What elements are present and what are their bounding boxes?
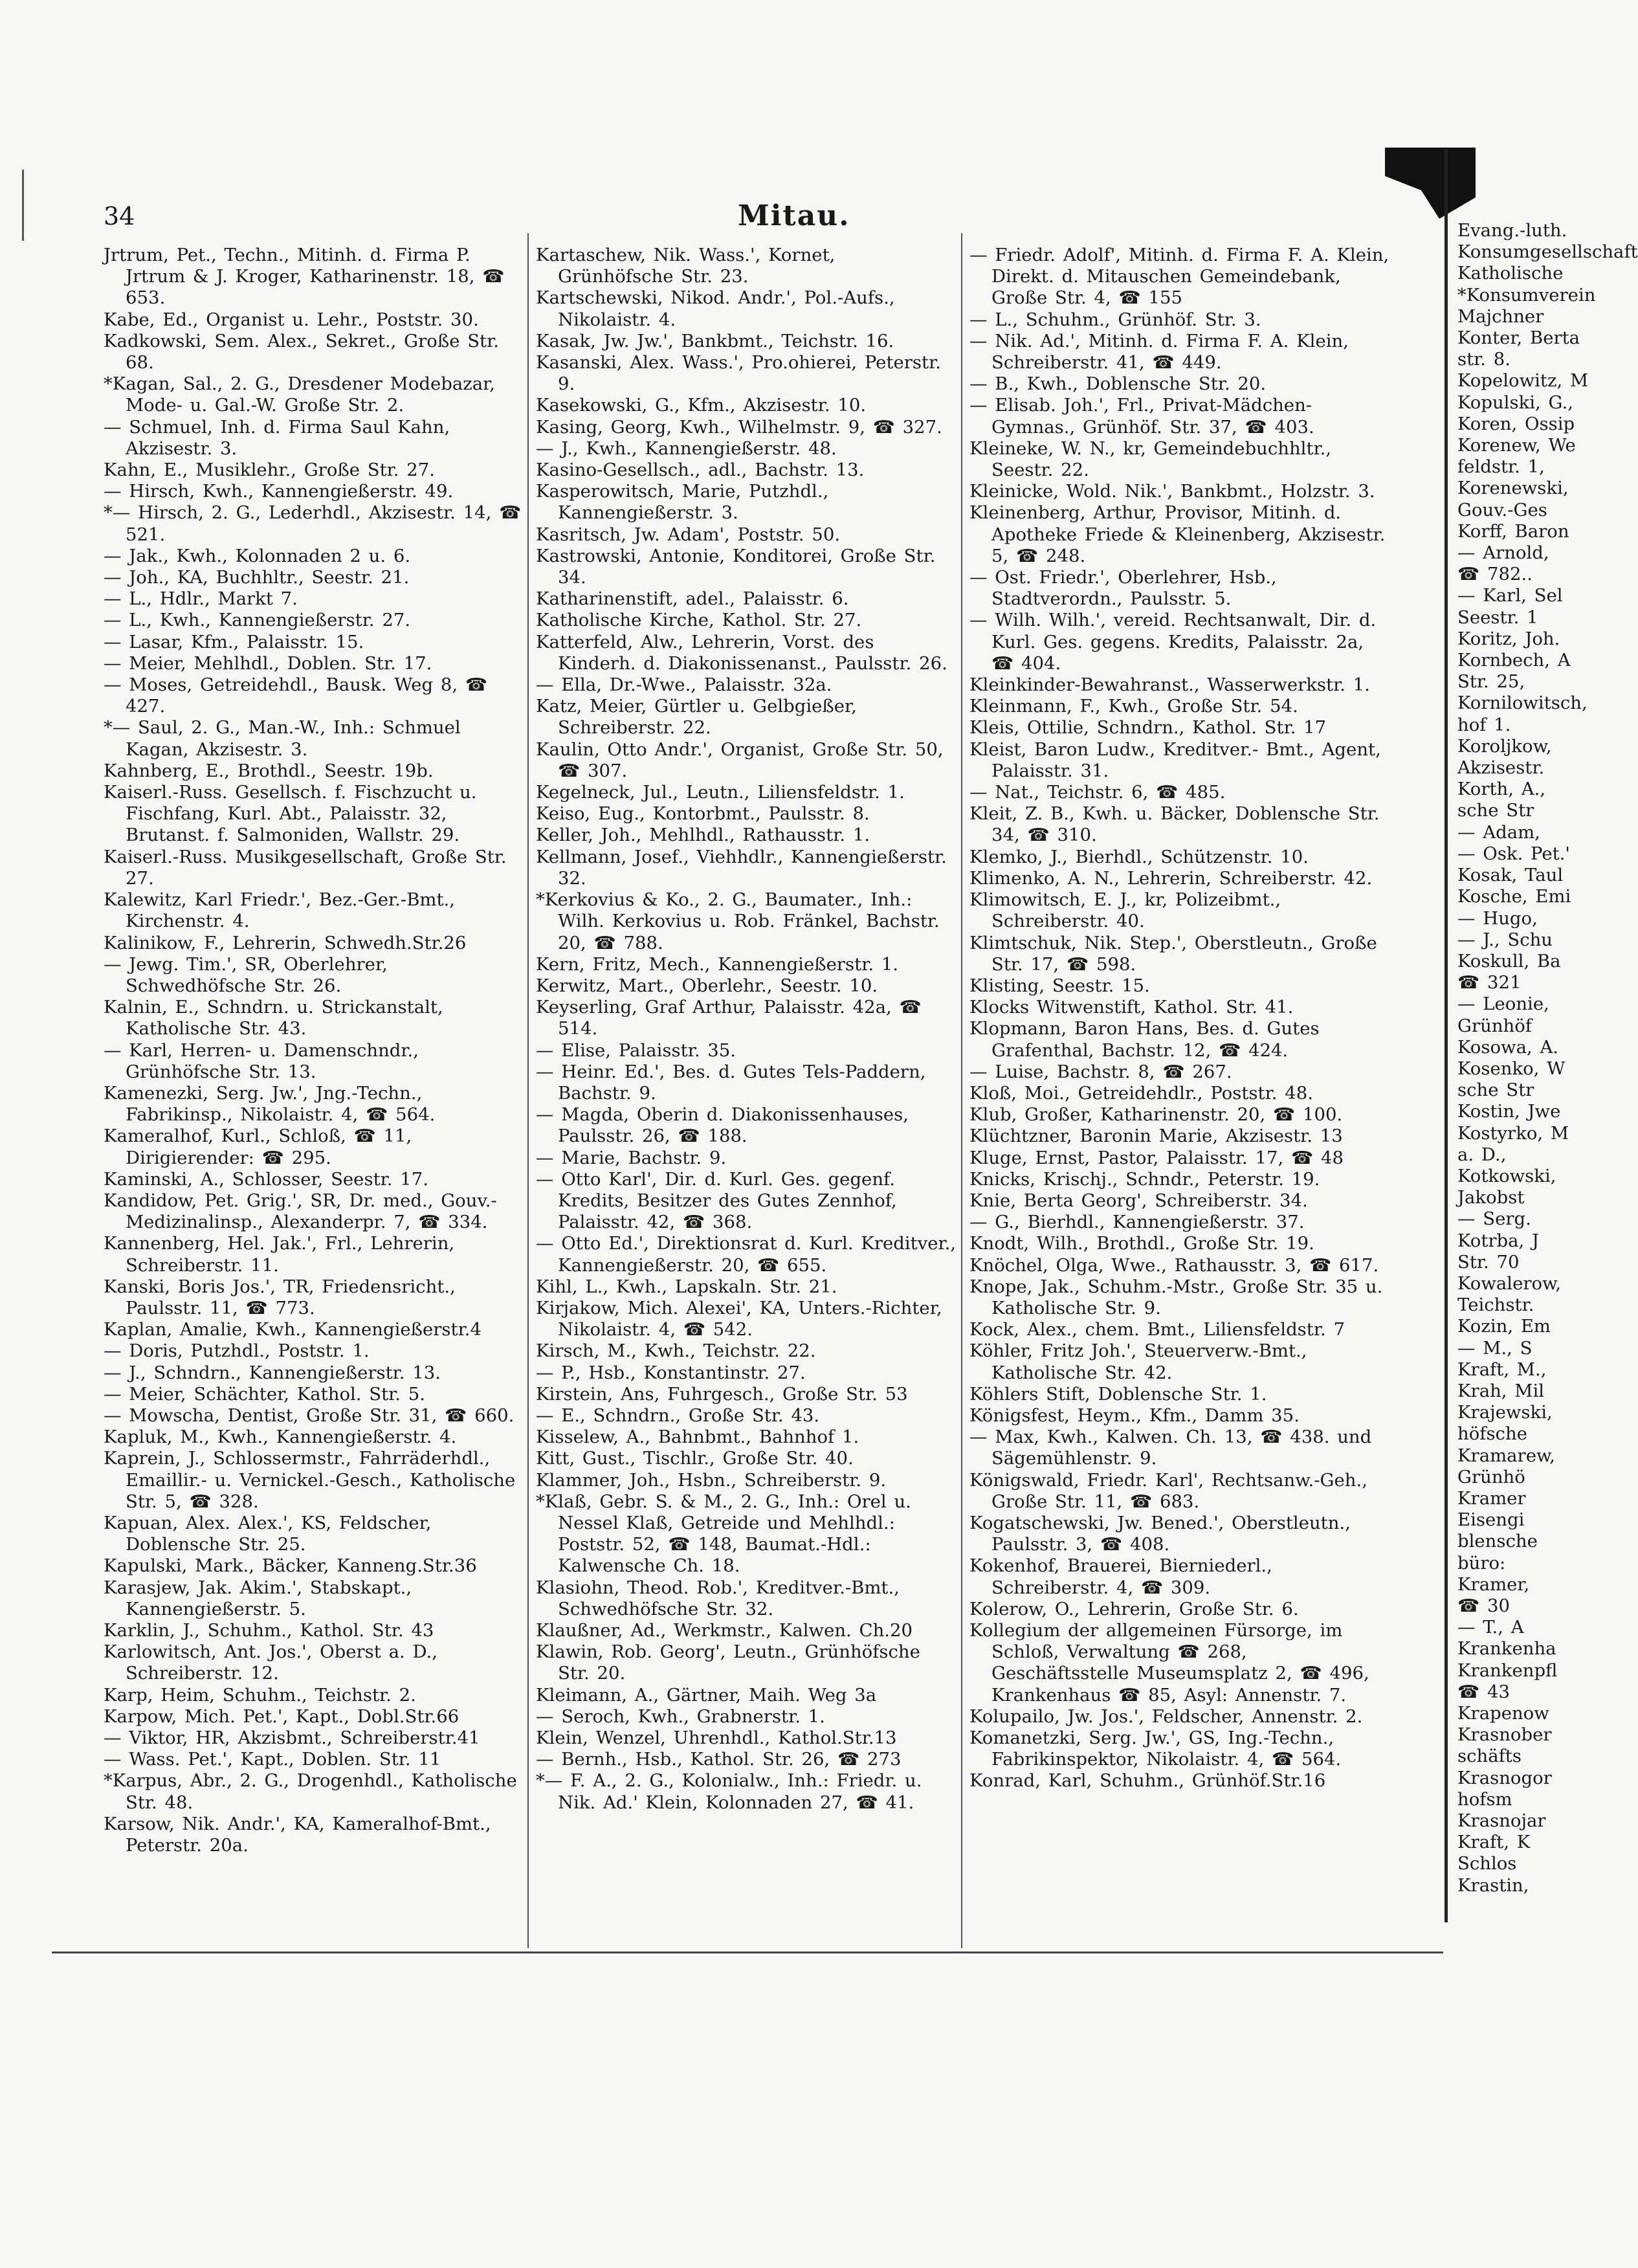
directory-entry: Kartschewski, Nikod. Andr.', Pol.-Aufs., Nikolaistr. 4.	[536, 287, 895, 330]
directory-entry: — Nat., Teichstr. 6, ☎ 485.	[969, 782, 1226, 803]
directory-entry: Kozin, Em	[1457, 1316, 1551, 1337]
directory-column-1	[104, 245, 524, 1856]
directory-entry: Kisselew, A., Bahnbmt., Bahnhof 1.	[536, 1427, 859, 1448]
directory-entry: — Doris, Putzhdl., Poststr. 1.	[104, 1340, 370, 1362]
directory-entry: Kramer	[1457, 1487, 1526, 1509]
directory-entry: Katterfeld, Alw., Lehrerin, Vorst. des Kinderh. d. Diakonissenanst., Paulsstr. 26.	[536, 631, 947, 674]
directory-entry: Krankenha	[1457, 1638, 1556, 1660]
directory-entry: Knodt, Wilh., Brothdl., Große Str. 19.	[969, 1233, 1314, 1254]
directory-entry: Karlowitsch, Ant. Jos.', Oberst a. D., Schreiberstr. 12.	[104, 1641, 438, 1684]
directory-entry: — Elisab. Joh.', Frl., Privat-Mädchen-Gymnas., Grünhöf. Str. 37, ☎ 403.	[969, 395, 1314, 438]
directory-entry: Kaminski, A., Schlosser, Seestr. 17.	[104, 1168, 428, 1190]
directory-entry: Krah, Mil	[1457, 1380, 1545, 1401]
directory-entry: Knie, Berta Georg', Schreiberstr. 34.	[969, 1190, 1308, 1211]
directory-entry: — Adam,	[1457, 821, 1540, 843]
directory-entry: Kraft, K	[1457, 1832, 1531, 1853]
directory-entry: — Karl, Sel	[1457, 585, 1563, 606]
directory-entry: — Wilh. Wilh.', vereid. Rechtsanwalt, Dir. d. Kurl. Ges. gegens. Kredits, Palaisstr. 2a, ☎ 404.	[969, 610, 1377, 674]
directory-entry: Kluge, Ernst, Pastor, Palaisstr. 17, ☎ 48	[969, 1147, 1344, 1168]
directory-entry: Klawin, Rob. Georg', Leutn., Grünhöfsche Str. 20.	[536, 1641, 920, 1684]
directory-entry: Königsfest, Heym., Kfm., Damm 35.	[969, 1405, 1300, 1426]
directory-entry: — L., Schuhm., Grünhöf. Str. 3.	[969, 309, 1261, 330]
directory-entry: Kasing, Georg, Kwh., Wilhelmstr. 9, ☎ 327.	[536, 416, 942, 438]
column-divider	[961, 233, 962, 1948]
directory-entry: — Elise, Palaisstr. 35.	[536, 1040, 736, 1061]
directory-entry: Kleineke, W. N., kr, Gemeindebuchhltr., Seestr. 22.	[969, 438, 1332, 481]
directory-entry: Kopelowitz, M	[1457, 370, 1589, 392]
ink-blot	[1385, 148, 1476, 219]
directory-entry: Katharinenstift, adel., Palaisstr. 6.	[536, 588, 849, 610]
directory-entry: Kramer,	[1457, 1573, 1530, 1595]
directory-entry: Kolupailo, Jw. Jos.', Feldscher, Annenstr. 2.	[969, 1706, 1363, 1727]
directory-entry: ☎ 30	[1457, 1595, 1510, 1616]
directory-column-2	[536, 245, 957, 1814]
directory-entry: — Lasar, Kfm., Palaisstr. 15.	[104, 631, 364, 652]
directory-entry: *Klaß, Gebr. S. & M., 2. G., Inh.: Orel u. Nessel Klaß, Getreide und Mehlhdl.: Poststr. 52, ☎ 148, Baumat.-Hdl.: Kalwensche Ch. 18.	[536, 1491, 911, 1577]
directory-entry: Konrad, Karl, Schuhm., Grünhöf.Str.16	[969, 1770, 1326, 1792]
directory-entry: Kramarew,	[1457, 1445, 1555, 1466]
directory-entry: Kalewitz, Karl Friedr.', Bez.-Ger.-Bmt., Kirchenstr. 4.	[104, 889, 456, 932]
directory-entry: Evang.-luth.	[1457, 220, 1567, 241]
directory-entry: Klub, Großer, Katharinenstr. 20, ☎ 100.	[969, 1104, 1343, 1126]
directory-entry: — Karl, Herren- u. Damenschndr., Grünhöfsche Str. 13.	[104, 1040, 419, 1082]
directory-entry: *— F. A., 2. G., Kolonialw., Inh.: Friedr. u. Nik. Ad.' Klein, Kolonnaden 27, ☎ 41.	[536, 1770, 922, 1813]
directory-entry: Korff, Baron	[1457, 520, 1569, 542]
directory-entry: hofsm	[1457, 1788, 1512, 1810]
directory-entry: — Hirsch, Kwh., Kannengießerstr. 49.	[104, 481, 454, 502]
directory-entry: Klasiohn, Theod. Rob.', Kreditver.-Bmt., Schwedhöfsche Str. 32.	[536, 1577, 900, 1619]
directory-entry: Kaiserl.-Russ. Musikgesellschaft, Große Str. 27.	[104, 846, 507, 889]
directory-entry: Kalinikow, F., Lehrerin, Schwedh.Str.26	[104, 932, 467, 953]
directory-entry: Kolerow, O., Lehrerin, Große Str. 6.	[969, 1598, 1299, 1619]
directory-entry: Kock, Alex., chem. Bmt., Liliensfeldstr. 7	[969, 1319, 1345, 1340]
directory-entry: *— Hirsch, 2. G., Lederhdl., Akzisestr. 14, ☎ 521.	[104, 502, 522, 545]
directory-entry: *Kerkovius & Ko., 2. G., Baumater., Inh.: Wilh. Kerkovius u. Rob. Fränkel, Bachstr. 20, ☎ 788.	[536, 889, 940, 953]
directory-entry: Kostyrko, M	[1457, 1122, 1569, 1144]
page-number: 34	[104, 202, 135, 230]
directory-entry: Kannenberg, Hel. Jak.', Frl., Lehrerin, Schreiberstr. 11.	[104, 1233, 455, 1276]
directory-entry: — M., S	[1457, 1337, 1533, 1359]
directory-entry: — Viktor, HR, Akzisbmt., Schreiberstr.41	[104, 1728, 480, 1749]
directory-entry: — Ella, Dr.-Wwe., Palaisstr. 32a.	[536, 674, 832, 696]
directory-entry: Seestr. 1	[1457, 606, 1538, 628]
directory-entry: Kosak, Taul	[1457, 865, 1564, 886]
directory-entry: — Hugo,	[1457, 907, 1538, 929]
directory-entry: — Marie, Bachstr. 9.	[536, 1147, 727, 1168]
directory-entry: Korenew, We	[1457, 435, 1576, 456]
bottom-rule	[52, 1951, 1443, 1953]
directory-entry: Kasritsch, Jw. Adam', Poststr. 50.	[536, 524, 841, 545]
directory-entry: — Moses, Getreidehdl., Bausk. Weg 8, ☎ 427.	[104, 674, 488, 717]
directory-entry: — Joh., KA, Buchhltr., Seestr. 21.	[104, 567, 410, 588]
directory-column-3	[969, 245, 1390, 1792]
directory-entry: Kegelneck, Jul., Leutn., Liliensfeldstr. 1.	[536, 782, 905, 803]
directory-entry: Keller, Joh., Mehlhdl., Rathausstr. 1.	[536, 825, 870, 846]
directory-entry: Kogatschewski, Jw. Bened.', Oberstleutn., Paulsstr. 3, ☎ 408.	[969, 1512, 1351, 1555]
directory-entry: Korenewski,	[1457, 478, 1569, 499]
directory-entry: Klimenko, A. N., Lehrerin, Schreiberstr. 42.	[969, 867, 1373, 889]
directory-entry: Kleinenberg, Arthur, Provisor, Mitinh. d. Apotheke Friede & Kleinenberg, Akzisestr. 5, ☎ 248.	[969, 502, 1386, 566]
directory-entry: Klisting, Seestr. 15.	[969, 975, 1150, 996]
directory-entry: Grünhöf	[1457, 1015, 1532, 1036]
directory-entry: Konsumgesellschaft	[1457, 241, 1638, 263]
directory-entry: sche Str	[1457, 800, 1534, 821]
directory-entry: Karasjew, Jak. Akim.', Stabskapt., Kannengießerstr. 5.	[104, 1577, 412, 1619]
directory-entry: *Konsumverein	[1457, 284, 1596, 306]
directory-entry: Kirsch, M., Kwh., Teichstr. 22.	[536, 1340, 816, 1362]
directory-entry: Kotkowski,	[1457, 1165, 1556, 1186]
directory-entry: ☎ 43	[1457, 1681, 1510, 1702]
directory-entry: Kitt, Gust., Tischlr., Große Str. 40.	[536, 1448, 854, 1469]
directory-entry: — Luise, Bachstr. 8, ☎ 267.	[969, 1061, 1232, 1082]
page-gutter	[1444, 149, 1448, 1922]
directory-entry: Kopulski, G.,	[1457, 392, 1573, 413]
directory-entry: a. D.,	[1457, 1144, 1507, 1165]
directory-entry: Kaulin, Otto Andr.', Organist, Große Str. 50, ☎ 307.	[536, 739, 944, 781]
directory-entry: Kaprein, J., Schlossermstr., Fahrräderhdl., Emaillir.- u. Vernickel.-Gesch., Katholische Str. 5, ☎ 328.	[104, 1448, 516, 1512]
directory-entry: Teichstr.	[1457, 1295, 1534, 1316]
directory-entry: Kleinicke, Wold. Nik.', Bankbmt., Holzstr. 3.	[969, 481, 1375, 502]
directory-entry: Keiso, Eug., Kontorbmt., Paulsstr. 8.	[536, 803, 870, 825]
directory-entry: Kosenko, W	[1457, 1058, 1566, 1079]
directory-entry: Köhler, Fritz Joh.', Steuerverw.-Bmt., Katholische Str. 42.	[969, 1340, 1307, 1383]
directory-entry: Kleist, Baron Ludw., Kreditver.- Bmt., Agent, Palaisstr. 31.	[969, 739, 1381, 781]
directory-entry: Krajewski,	[1457, 1402, 1553, 1423]
directory-entry: Kandidow, Pet. Grig.', SR, Dr. med., Gouv.-Medizinalinsp., Alexanderpr. 7, ☎ 334.	[104, 1190, 497, 1233]
directory-entry: Jakobst	[1457, 1187, 1525, 1208]
directory-entry: Kosche, Emi	[1457, 886, 1571, 907]
directory-entry: Str. 25,	[1457, 671, 1525, 693]
directory-entry: *— Saul, 2. G., Man.-W., Inh.: Schmuel Kagan, Akzisestr. 3.	[104, 717, 461, 760]
directory-entry: — B., Kwh., Doblensche Str. 20.	[969, 373, 1267, 395]
directory-entry: — J., Schndrn., Kannengießerstr. 13.	[104, 1362, 441, 1383]
directory-entry: Kapuan, Alex. Alex.', KS, Feldscher, Doblensche Str. 25.	[104, 1512, 432, 1555]
directory-entry: Klammer, Joh., Hsbn., Schreiberstr. 9.	[536, 1469, 887, 1491]
directory-entry: Kerwitz, Mart., Oberlehr., Seestr. 10.	[536, 975, 878, 996]
directory-entry: — Ost. Friedr.', Oberlehrer, Hsb., Stadtverordn., Paulsstr. 5.	[969, 567, 1277, 610]
directory-entry: Kern, Fritz, Mech., Kannengießerstr. 1.	[536, 953, 899, 975]
directory-column-4-partial	[1457, 220, 1638, 1896]
directory-entry: Kleinkinder-Bewahranst., Wasserwerkstr. 1.	[969, 674, 1370, 696]
directory-entry: Knope, Jak., Schuhm.-Mstr., Große Str. 35 u. Katholische Str. 9.	[969, 1276, 1383, 1318]
column-divider	[527, 233, 529, 1948]
directory-entry: Kameralhof, Kurl., Schloß, ☎ 11, Dirigierender: ☎ 295.	[104, 1126, 412, 1168]
directory-entry: Kellmann, Josef., Viehhdlr., Kannengießerstr. 32.	[536, 846, 947, 889]
directory-entry: — Serg.	[1457, 1208, 1531, 1230]
directory-entry: Kraft, M.,	[1457, 1359, 1547, 1380]
directory-entry: Knöchel, Olga, Wwe., Rathausstr. 3, ☎ 617.	[969, 1254, 1379, 1276]
directory-entry: — Mowscha, Dentist, Große Str. 31, ☎ 660.	[104, 1405, 515, 1426]
directory-entry: — G., Bierhdl., Kannengießerstr. 37.	[969, 1212, 1305, 1233]
directory-entry: — Wass. Pet.', Kapt., Doblen. Str. 11	[104, 1749, 441, 1770]
directory-entry: Kasanski, Alex. Wass.', Pro.ohierei, Peterstr. 9.	[536, 352, 941, 395]
directory-entry: Kotrba, J	[1457, 1230, 1540, 1251]
directory-entry: — Bernh., Hsb., Kathol. Str. 26, ☎ 273	[536, 1749, 902, 1770]
directory-entry: — Otto Karl', Dir. d. Kurl. Ges. gegenf. Kredits, Besitzer des Gutes Zennhof, Palaisstr. 42, ☎ 368.	[536, 1168, 897, 1233]
directory-entry: str. 8.	[1457, 349, 1511, 370]
directory-entry: — Heinr. Ed.', Bes. d. Gutes Tels-Paddern, Bachstr. 9.	[536, 1061, 926, 1104]
directory-entry: — T., A	[1457, 1617, 1524, 1638]
directory-entry: Kleit, Z. B., Kwh. u. Bäcker, Doblensche Str. 34, ☎ 310.	[969, 803, 1380, 846]
directory-entry: Kornilowitsch,	[1457, 693, 1588, 714]
directory-entry: — Arnold,	[1457, 542, 1549, 564]
directory-entry: Kaplan, Amalie, Kwh., Kannengießerstr.4	[104, 1319, 481, 1340]
directory-entry: büro:	[1457, 1552, 1506, 1573]
directory-entry: Krasnober	[1457, 1724, 1552, 1746]
directory-entry: höfsche	[1457, 1423, 1527, 1445]
directory-entry: Kahnberg, E., Brothdl., Seestr. 19b.	[104, 760, 434, 781]
directory-entry: Katz, Meier, Gürtler u. Gelbgießer, Schreiberstr. 22.	[536, 696, 857, 739]
directory-entry: Krastin,	[1457, 1874, 1529, 1896]
directory-entry: — Magda, Oberin d. Diakonissenhauses, Paulsstr. 26, ☎ 188.	[536, 1104, 909, 1147]
directory-entry: Kokenhof, Brauerei, Bierniederl., Schreiberstr. 4, ☎ 309.	[969, 1555, 1272, 1598]
directory-entry: Schlos	[1457, 1853, 1517, 1874]
directory-entry: Kasperowitsch, Marie, Putzhdl., Kannengießerstr. 3.	[536, 481, 829, 524]
directory-entry: Kirstein, Ans, Fuhrgesch., Große Str. 53	[536, 1383, 908, 1405]
directory-entry: Kasino-Gesellsch., adl., Bachstr. 13.	[536, 460, 865, 481]
directory-entry: — Max, Kwh., Kalwen. Ch. 13, ☎ 438. und Sägemühlenstr. 9.	[969, 1427, 1372, 1469]
directory-entry: Kornbech, A	[1457, 650, 1571, 671]
directory-entry: Akzisestr.	[1457, 757, 1545, 779]
directory-entry: — Friedr. Adolf', Mitinh. d. Firma F. A. Klein, Direkt. d. Mitauschen Gemeindebank, Große Str. 4, ☎ 155	[969, 245, 1389, 309]
directory-entry: Karsow, Nik. Andr.', KA, Kameralhof-Bmt., Peterstr. 20a.	[104, 1813, 491, 1856]
directory-entry: Katholische	[1457, 263, 1564, 284]
directory-entry: — Seroch, Kwh., Grabnerstr. 1.	[536, 1706, 825, 1727]
directory-entry: Kollegium der allgemeinen Fürsorge, im Schloß, Verwaltung ☎ 268, Geschäftsstelle Museumsplatz 2, ☎ 496, Krankenhaus ☎ 85, Asyl: Annenstr. 7.	[969, 1620, 1369, 1706]
directory-entry: Köhlers Stift, Doblensche Str. 1.	[969, 1383, 1267, 1405]
directory-entry: Kostin, Jwe	[1457, 1101, 1561, 1122]
scan-edge-mark	[22, 170, 24, 241]
directory-entry: — Osk. Pet.'	[1457, 843, 1570, 864]
directory-entry: Kaiserl.-Russ. Gesellsch. f. Fischzucht u. Fischfang, Kurl. Abt., Palaisstr. 32, Brutanst. f. Salmoniden, Wallstr. 29.	[104, 782, 477, 846]
directory-entry: — Nik. Ad.', Mitinh. d. Firma F. A. Klein, Schreiberstr. 41, ☎ 449.	[969, 330, 1349, 373]
directory-entry: — L., Hdlr., Markt 7.	[104, 588, 298, 610]
directory-entry: Keyserling, Graf Arthur, Palaisstr. 42a, ☎ 514.	[536, 997, 922, 1040]
directory-entry: Grünhö	[1457, 1466, 1525, 1487]
directory-entry: Jrtrum, Pet., Techn., Mitinh. d. Firma P. Jrtrum & J. Kroger, Katharinenstr. 18, ☎ 653.	[104, 245, 505, 309]
directory-entry: Kihl, L., Kwh., Lapskaln. Str. 21.	[536, 1276, 837, 1297]
directory-entry: Kartaschew, Nik. Wass.', Kornet, Grünhöfsche Str. 23.	[536, 245, 836, 287]
directory-entry: Katholische Kirche, Kathol. Str. 27.	[536, 610, 862, 631]
directory-entry: Königswald, Friedr. Karl', Rechtsanw.-Geh., Große Str. 11, ☎ 683.	[969, 1469, 1367, 1512]
directory-entry: Klaußner, Ad., Werkmstr., Kalwen. Ch.20	[536, 1620, 913, 1641]
directory-entry: Koskull, Ba	[1457, 950, 1561, 972]
directory-entry: *Kagan, Sal., 2. G., Dresdener Modebazar, Mode- u. Gal.-W. Große Str. 2.	[104, 373, 496, 416]
directory-entry: Klüchtzner, Baronin Marie, Akzisestr. 13	[969, 1126, 1343, 1147]
directory-entry: Konter, Berta	[1457, 328, 1580, 349]
directory-entry: — Jak., Kwh., Kolonnaden 2 u. 6.	[104, 545, 411, 566]
directory-entry: Koritz, Joh.	[1457, 628, 1560, 649]
directory-entry: Gouv.-Ges	[1457, 499, 1547, 520]
directory-entry: Klein, Wenzel, Uhrenhdl., Kathol.Str.13	[536, 1728, 897, 1749]
directory-entry: Kadkowski, Sem. Alex., Sekret., Große Str. 68.	[104, 330, 499, 373]
directory-entry: *Karpus, Abr., 2. G., Drogenhdl., Katholische Str. 48.	[104, 1770, 517, 1813]
directory-entry: — Meier, Schächter, Kathol. Str. 5.	[104, 1383, 426, 1405]
directory-entry: Kloß, Moi., Getreidehdlr., Poststr. 48.	[969, 1082, 1313, 1104]
directory-entry: Koroljkow,	[1457, 735, 1552, 757]
directory-entry: Krasnojar	[1457, 1810, 1546, 1832]
directory-entry: Knicks, Krischj., Schndr., Peterstr. 19.	[969, 1168, 1320, 1190]
directory-entry: Krankenpfl	[1457, 1660, 1558, 1681]
directory-entry: — Otto Ed.', Direktionsrat d. Kurl. Kreditver., Kannengießerstr. 20, ☎ 655.	[536, 1233, 957, 1276]
directory-entry: — Schmuel, Inh. d. Firma Saul Kahn, Akzisestr. 3.	[104, 416, 450, 459]
directory-entry: Koren, Ossip	[1457, 413, 1575, 434]
page-title: Mitau.	[738, 199, 850, 232]
directory-entry: Str. 70	[1457, 1251, 1520, 1273]
directory-entry: ☎ 782..	[1457, 564, 1533, 585]
directory-entry: hof 1.	[1457, 714, 1511, 735]
directory-entry: Kirjakow, Mich. Alexei', KA, Unters.-Richter, Nikolaistr. 4, ☎ 542.	[536, 1297, 942, 1340]
directory-entry: Komanetzki, Serg. Jw.', GS, Ing.-Techn., Fabrikinspektor, Nikolaistr. 4, ☎ 564.	[969, 1728, 1342, 1770]
directory-entry: Kowalerow,	[1457, 1273, 1562, 1294]
directory-entry: — Jewg. Tim.', SR, Oberlehrer, Schwedhöfsche Str. 26.	[104, 953, 388, 996]
directory-entry: Krasnogor	[1457, 1767, 1552, 1788]
directory-entry: — Leonie,	[1457, 994, 1549, 1015]
directory-entry: feldstr. 1,	[1457, 456, 1545, 478]
directory-entry: schäfts	[1457, 1746, 1522, 1767]
directory-entry: Kapulski, Mark., Bäcker, Kanneng.Str.36	[104, 1555, 477, 1577]
directory-entry: Kamenezki, Serg. Jw.', Jng.-Techn., Fabrikinsp., Nikolaistr. 4, ☎ 564.	[104, 1082, 436, 1126]
directory-entry: sche Str	[1457, 1080, 1534, 1101]
directory-entry: Kleis, Ottilie, Schndrn., Kathol. Str. 17	[969, 717, 1327, 739]
directory-entry: — L., Kwh., Kannengießerstr. 27.	[104, 610, 411, 631]
directory-entry: Karp, Heim, Schuhm., Teichstr. 2.	[104, 1684, 416, 1706]
directory-entry: Kastrowski, Antonie, Konditorei, Große Str. 34.	[536, 545, 936, 588]
directory-entry: Kleimann, A., Gärtner, Maih. Weg 3a	[536, 1684, 877, 1706]
directory-entry: Karklin, J., Schuhm., Kathol. Str. 43	[104, 1620, 434, 1641]
directory-entry: Karpow, Mich. Pet.', Kapt., Dobl.Str.66	[104, 1706, 459, 1727]
directory-entry: Eisengi	[1457, 1509, 1525, 1531]
directory-entry: — P., Hsb., Konstantinstr. 27.	[536, 1362, 806, 1383]
directory-entry: Kosowa, A.	[1457, 1036, 1559, 1058]
directory-entry: Klimowitsch, E. J., kr, Polizeibmt., Schreiberstr. 40.	[969, 889, 1281, 932]
directory-entry: Kabe, Ed., Organist u. Lehr., Poststr. 30.	[104, 309, 479, 330]
directory-entry: Klimtschuk, Nik. Step.', Oberstleutn., Große Str. 17, ☎ 598.	[969, 932, 1377, 975]
directory-entry: Klemko, J., Bierhdl., Schützenstr. 10.	[969, 846, 1309, 867]
directory-entry: Klopmann, Baron Hans, Bes. d. Gutes Grafenthal, Bachstr. 12, ☎ 424.	[969, 1018, 1320, 1061]
directory-entry: — J., Kwh., Kannengießerstr. 48.	[536, 438, 837, 459]
directory-entry: Kanski, Boris Jos.', TR, Friedensricht., Paulsstr. 11, ☎ 773.	[104, 1276, 456, 1318]
directory-entry: — E., Schndrn., Große Str. 43.	[536, 1405, 820, 1426]
directory-entry: Kleinmann, F., Kwh., Große Str. 54.	[969, 696, 1298, 717]
directory-entry: Kalnin, E., Schndrn. u. Strickanstalt, Katholische Str. 43.	[104, 997, 443, 1040]
directory-entry: Kahn, E., Musiklehr., Große Str. 27.	[104, 460, 436, 481]
directory-entry: Kapluk, M., Kwh., Kannengießerstr. 4.	[104, 1427, 457, 1448]
directory-entry: ☎ 321	[1457, 972, 1522, 994]
directory-entry: blensche	[1457, 1531, 1538, 1552]
directory-entry: Klocks Witwenstift, Kathol. Str. 41.	[969, 997, 1294, 1018]
directory-entry: — J., Schu	[1457, 929, 1553, 950]
directory-entry: Krapenow	[1457, 1703, 1549, 1724]
directory-entry: — Meier, Mehlhdl., Doblen. Str. 17.	[104, 652, 432, 674]
directory-entry: Kasak, Jw. Jw.', Bankbmt., Teichstr. 16.	[536, 330, 894, 351]
directory-entry: Kasekowski, G., Kfm., Akzisestr. 10.	[536, 395, 867, 416]
directory-entry: Majchner	[1457, 306, 1544, 327]
directory-entry: Korth, A.,	[1457, 779, 1546, 800]
